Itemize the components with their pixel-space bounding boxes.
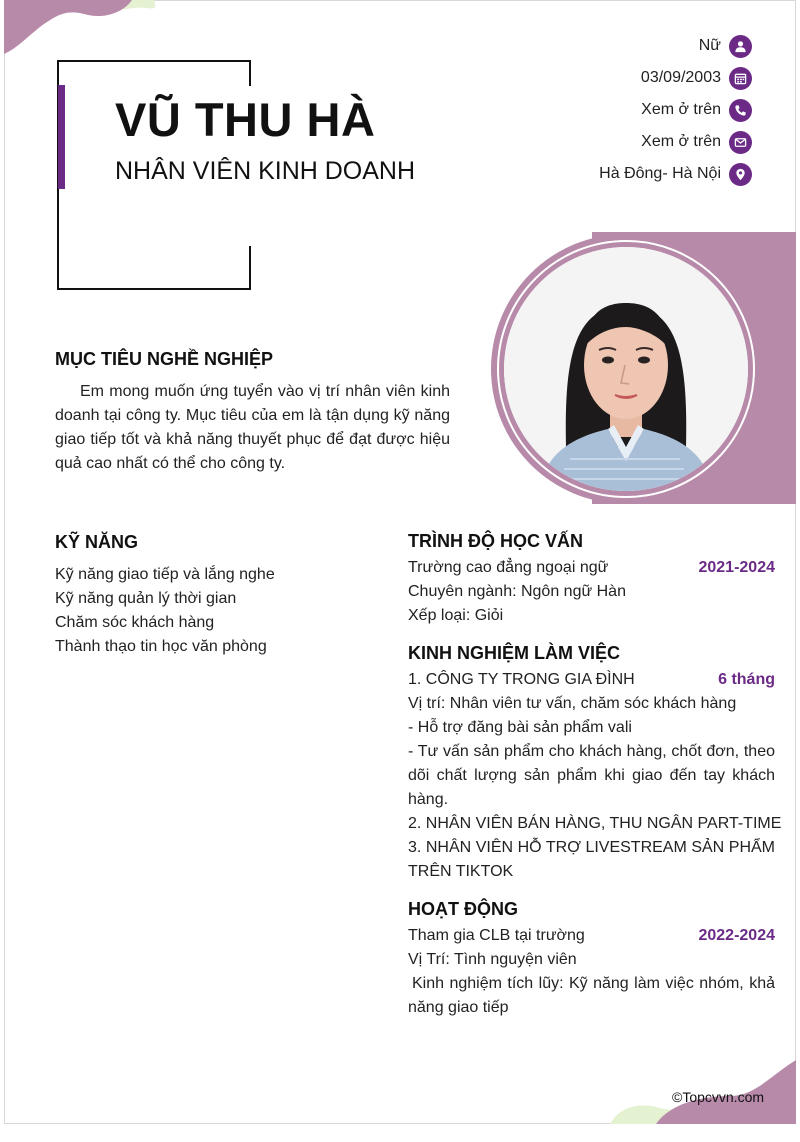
job-title: NHÂN VIÊN KINH DOANH (115, 157, 416, 185)
experience-position: Vị trí: Nhân viên tư vấn, chăm sóc khách hàng (408, 695, 737, 712)
skills-title: KỸ NĂNG (55, 532, 139, 552)
contact-email (412, 126, 752, 158)
contact-phone (412, 94, 752, 126)
contact-list (412, 30, 752, 190)
education-school: Trường cao đẳng ngoại ngữ (408, 559, 609, 576)
activity-period: 2022-2024 (698, 927, 775, 944)
full-name: VŨ THU HÀ (115, 93, 376, 146)
activity-item: Tham gia CLB tại trường (408, 927, 585, 944)
activity-role: Vị Trí: Tình nguyện viên (408, 951, 577, 968)
mail-icon (729, 131, 752, 154)
experience-task: - Tư vấn sản phẩm cho khách hàng, chốt đơn, theo dõi chất lượng sản phẩm khi giao đến tay khách hàng. (408, 743, 775, 808)
experience-title: KINH NGHIỆM LÀM VIỆC (408, 643, 621, 663)
contact-birthday (412, 62, 752, 94)
skill-item: Thành thạo tin học văn phòng (55, 638, 267, 655)
footer-credit: ©Topcvvn.com (672, 1089, 765, 1105)
contact-phone-text: Xem ở trên (641, 101, 721, 118)
name-accent-bar (58, 85, 65, 189)
experience-job: 3. NHÂN VIÊN HỖ TRỢ LIVESTREAM SẢN PHẨM TRÊN TIKTOK (408, 839, 775, 880)
experience-job: 2. NHÂN VIÊN BÁN HÀNG, THU NGÂN PART-TIME (408, 815, 782, 832)
education-period: 2021-2024 (698, 559, 775, 576)
skill-item: Kỹ năng giao tiếp và lắng nghe (55, 566, 275, 583)
contact-address (412, 158, 752, 190)
objective-title: MỤC TIÊU NGHỀ NGHIỆP (55, 349, 274, 369)
education-grade: Xếp loại: Giỏi (408, 607, 504, 624)
objective-text: Em mong muốn ứng tuyển vào vị trí nhân viên kinh doanh tại công ty. Mục tiêu của em là tận dụng kỹ năng giao tiếp tốt và khả năng thuyết phục để đạt được hiệu quả cao nhất có thể cho công ty. (55, 383, 450, 472)
name-frame-top (57, 60, 251, 86)
experience-company: 1. CÔNG TY TRONG GIA ĐÌNH (408, 671, 635, 688)
contact-gender-text: Nữ (698, 37, 721, 54)
skill-item: Kỹ năng quản lý thời gian (55, 590, 237, 607)
name-frame-bottom (57, 246, 251, 290)
experience-duration: 6 tháng (718, 671, 775, 688)
activities-title: HOẠT ĐỘNG (408, 899, 518, 919)
activity-gained: Kinh nghiệm tích lũy: Kỹ năng làm việc nhóm, khả năng giao tiếp (408, 975, 775, 1016)
education-title: TRÌNH ĐỘ HỌC VẤN (408, 531, 583, 551)
corner-decoration-top (4, 0, 164, 60)
education-major: Chuyên ngành: Ngôn ngữ Hàn (408, 583, 626, 600)
contact-birthday-text: 03/09/2003 (640, 69, 721, 86)
location-icon (729, 163, 752, 186)
skill-item: Chăm sóc khách hàng (55, 614, 215, 631)
experience-task: - Hỗ trợ đăng bài sản phẩm vali (408, 719, 632, 736)
skills-list (55, 563, 275, 659)
contact-gender (412, 30, 752, 62)
phone-icon (729, 99, 752, 122)
contact-email-text: Xem ở trên (641, 133, 721, 150)
profile-photo (504, 247, 748, 491)
calendar-icon (729, 67, 752, 90)
contact-address-text: Hà Đông- Hà Nội (599, 165, 721, 182)
person-icon (729, 35, 752, 58)
